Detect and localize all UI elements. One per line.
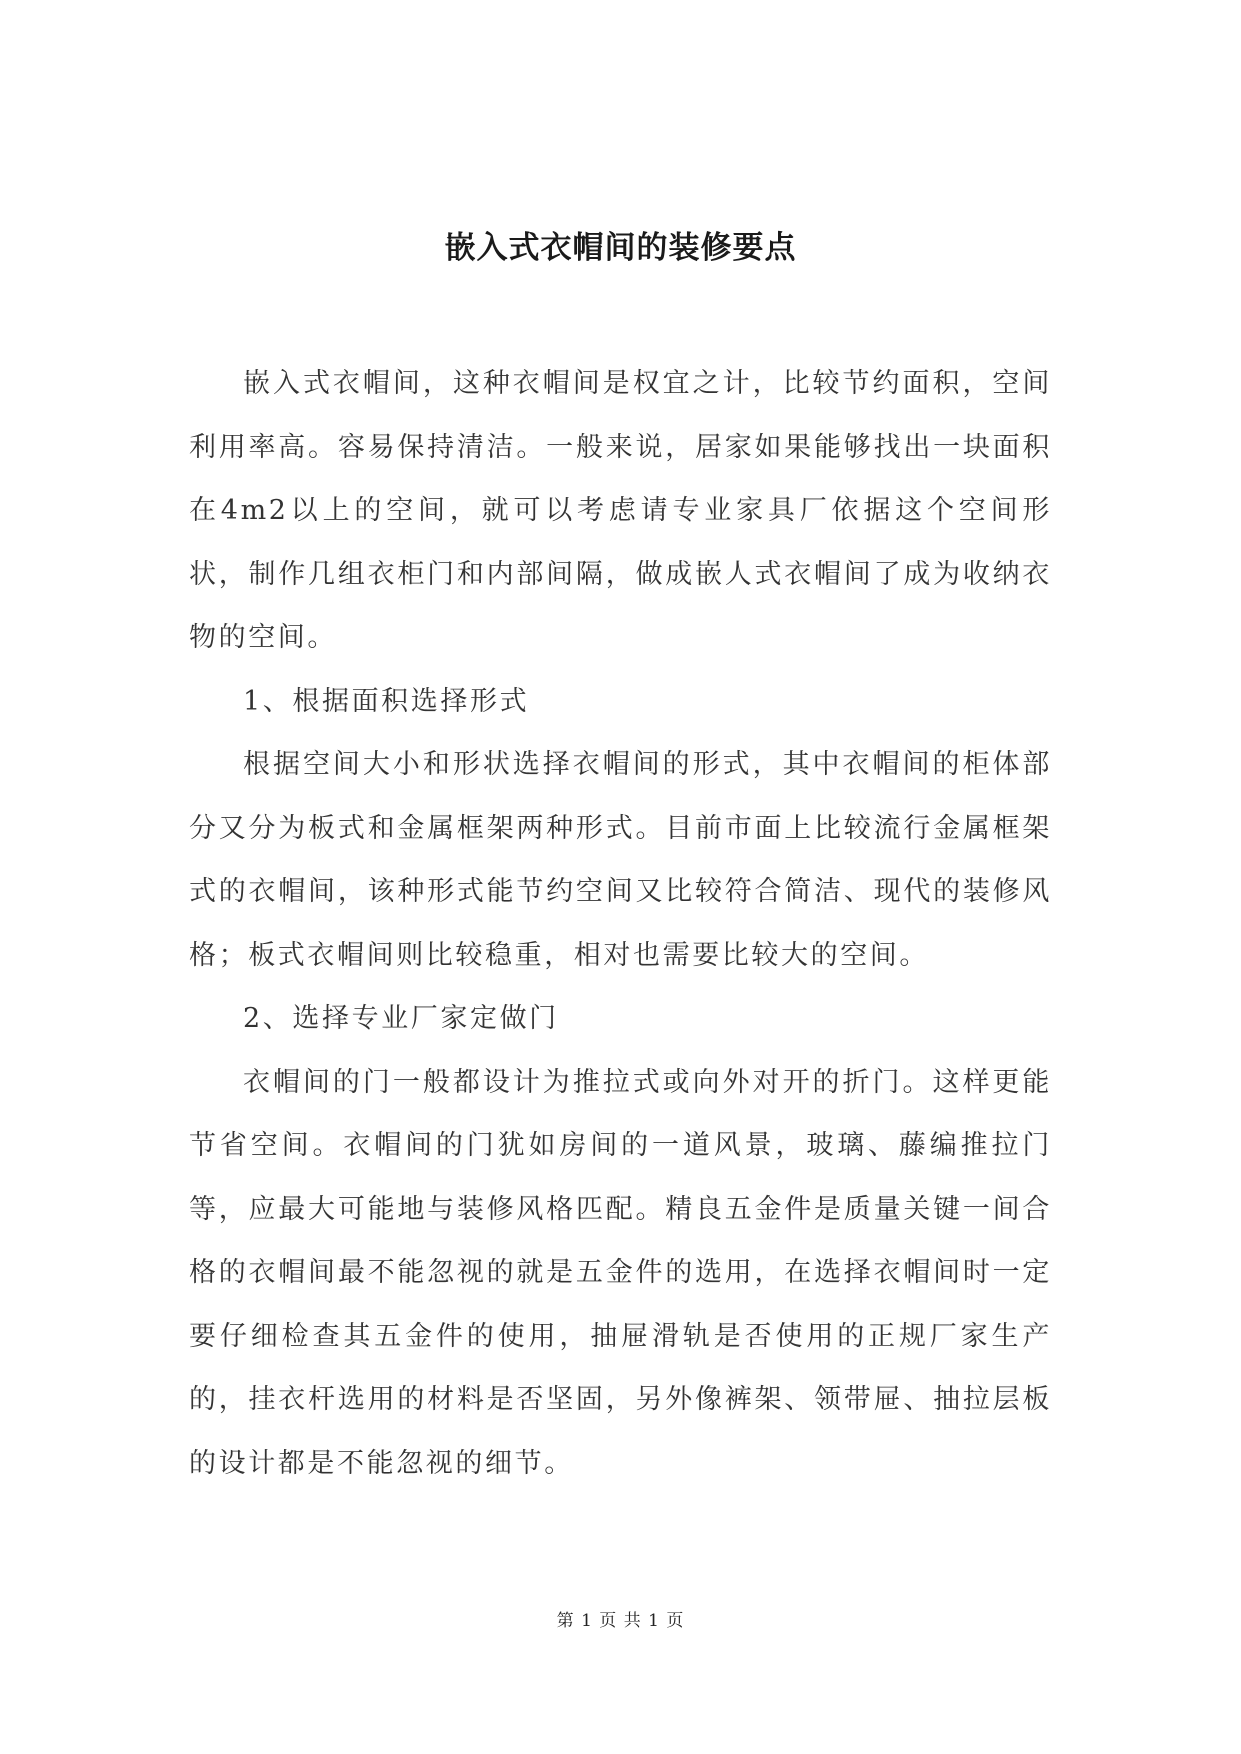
paragraph-form: 根据空间大小和形状选择衣帽间的形式，其中衣帽间的柜体部分又分为板式和金属框架两种形式。目前市面上比较流行金属框架式的衣帽间，该种形式能节约空间又比较符合简洁、现代的装修风格；板式衣帽间则比较稳重，相对也需要比较大的空间。: [189, 749, 1052, 971]
section-heading-2: 2、选择专业厂家定做门: [243, 1003, 559, 1034]
document-body: [189, 352, 1052, 1495]
document-title: 嵌入式衣帽间的装修要点: [444, 230, 797, 266]
section-heading-1: 1、根据面积选择形式: [243, 685, 530, 717]
paragraph-intro: 嵌入式衣帽间，这种衣帽间是权宜之计，比较节约面积，空间利用率高。容易保持清洁。一般来说，居家如果能够找出一块面积在4m2以上的空间，就可以考虑请专业家具厂依据这个空间形状，制作几组衣柜门和内部间隔，做成嵌人式衣帽间了成为收纳衣物的空间。: [189, 368, 1052, 653]
page-number-footer: 第 1 页 共 1 页: [556, 1611, 685, 1631]
paragraph-door: 衣帽间的门一般都设计为推拉式或向外对开的折门。这样更能节省空间。衣帽间的门犹如房间的一道风景，玻璃、藤编推拉门等，应最大可能地与装修风格匹配。精良五金件是质量关键一间合格的衣帽间最不能忽视的就是五金件的选用，在选择衣帽间时一定要仔细检查其五金件的使用，抽屉滑轨是否使用的正规厂家生产的，挂衣杆选用的材料是否坚固，另外像裤架、领带屉、抽拉层板的设计都是不能忽视的细节。: [189, 1066, 1052, 1479]
